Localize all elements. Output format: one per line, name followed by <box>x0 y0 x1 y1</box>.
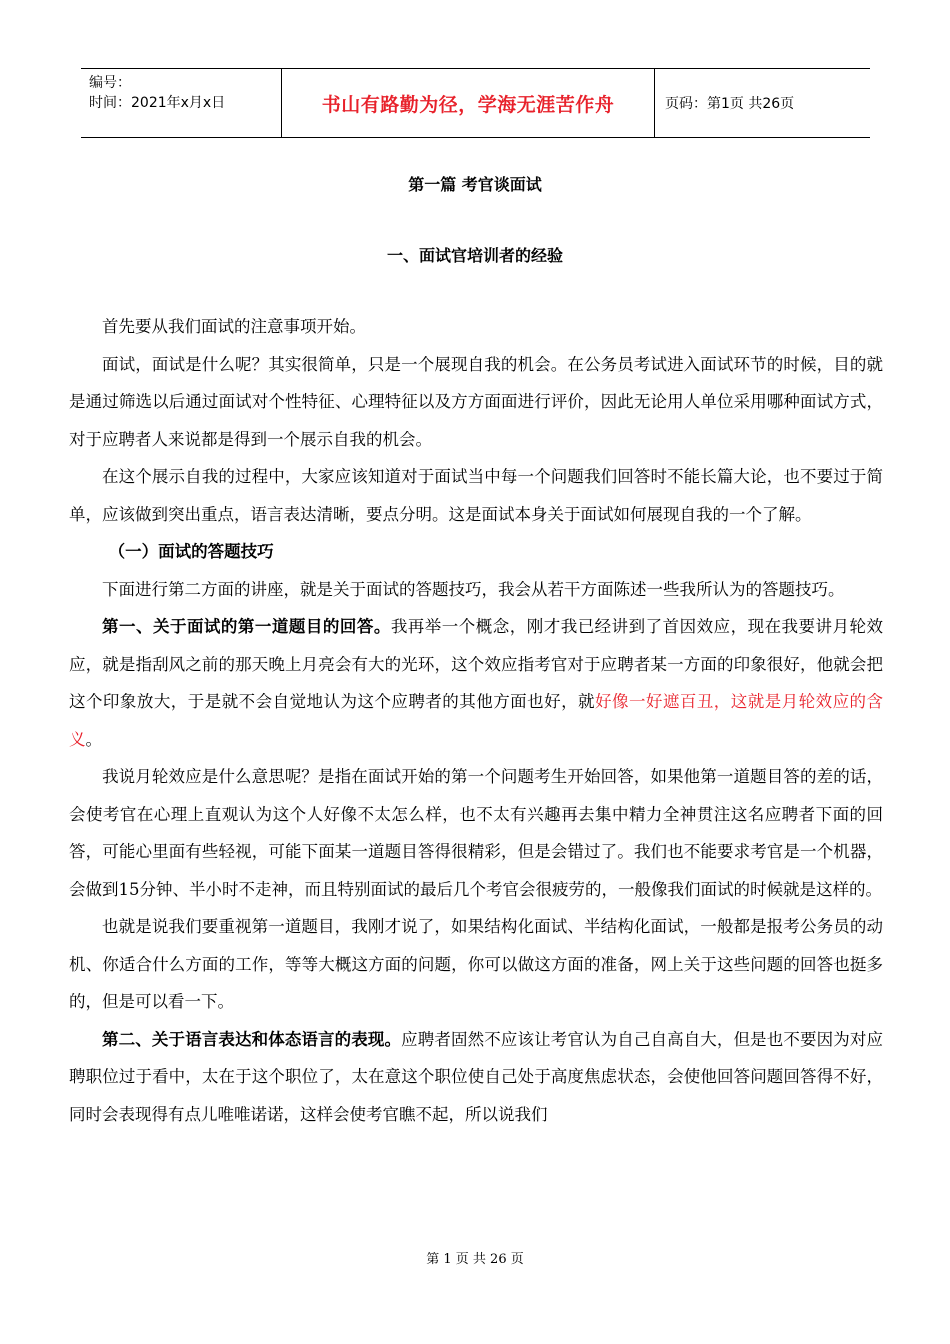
point-heading: 第一、关于面试的第一道题目的回答。 <box>102 617 391 636</box>
paragraph: 面试，面试是什么呢？其实很简单，只是一个展现自我的机会。在公务员考试进入面试环节的时候，目的就是通过筛选以后通过面试对个性特征、心理特征以及方方面面进行评价，因此无论用人单位采用哪种面试方式，对于应聘者人来说都是得到一个展示自我的机会。 <box>69 354 883 449</box>
document-title: 第一篇 考官谈面试 <box>408 175 542 194</box>
subsection-heading: （一）面试的答题技巧 <box>108 542 274 561</box>
paragraph-end: 。 <box>85 729 102 749</box>
highlighted-text: 好像一好遮百丑，这就是月轮效应的含义 <box>69 692 884 749</box>
time-label: 时间：2021年x月x日 <box>89 95 226 111</box>
header-table <box>81 68 870 138</box>
paragraph: 首先要从我们面试的注意事项开始。 <box>102 317 366 336</box>
paragraph: 下面进行第二方面的讲座，就是关于面试的答题技巧，我会从若干方面陈述一些我所认为的答题技巧。 <box>102 579 845 599</box>
paragraph <box>69 608 883 758</box>
header-right-cell <box>655 69 870 137</box>
paragraph <box>69 1021 883 1134</box>
section-title: 一、面试官培训者的经验 <box>386 246 563 265</box>
paragraph: 在这个展示自我的过程中，大家应该知道对于面试当中每一个问题我们回答时不能长篇大论，也不要过于简单，应该做到突出重点，语言表达清晰，要点分明。这是面试本身关于面试如何展现自我的一个了解。 <box>69 467 883 524</box>
paragraph-text: 我再举一个概念，刚才我已经讲到了首因效应，现在我要讲月轮效应，就是指刮风之前的那天晚上月亮会有大的光环，这个效应指考官对于应聘者某一方面的印象很好，他就会把这个印象放大，于是就不会自觉地认为这个应聘者的其他方面也好，就 <box>69 617 884 711</box>
paragraph: 也就是说我们要重视第一道题目，我刚才说了，如果结构化面试、半结构化面试，一般都是报考公务员的动机、你适合什么方面的工作，等等大概这方面的问题，你可以做这方面的准备，网上关于这些问题的回答也挺多的，但是可以看一下。 <box>69 917 883 1011</box>
header-motto-cell <box>281 69 655 137</box>
point-heading: 第二、关于语言表达和体态语言的表现。 <box>102 1029 402 1049</box>
header-left-cell <box>81 69 281 137</box>
motto: 书山有路勤为径，学海无涯苦作舟 <box>321 93 615 116</box>
body-text <box>69 308 883 1133</box>
page-footer: 第 1 页 共 26 页 <box>426 1252 524 1267</box>
paragraph: 我说月轮效应是什么意思呢？是指在面试开始的第一个问题考生开始回答，如果他第一道题目答的差的话，会使考官在心理上直观认为这个人好像不太怎么样，也不太有兴趣再去集中精力全神贯注这名应聘者下面的回答，可能心里面有些轻视，可能下面某一道题目答得很精彩，但是会错过了。我们也不能要求考官是一个机器，会做到15分钟、半小时不走神，而且特别面试的最后几个考官会很疲劳的，一般像我们面试的时候就是这样的。 <box>69 767 883 899</box>
page-code: 页码：第1页 共26页 <box>665 96 795 112</box>
paragraph-text: 应聘者固然不应该让考官认为自己自高自大，但是也不要因为对应聘职位过于看中，太在于这个职位了，太在意这个职位使自己处于高度焦虑状态，会使他回答问题回答得不好，同时会表现得有点儿唯唯诺诺，这样会使考官瞧不起，所以说我们 <box>69 1029 884 1124</box>
number-label: 编号： <box>89 75 131 91</box>
